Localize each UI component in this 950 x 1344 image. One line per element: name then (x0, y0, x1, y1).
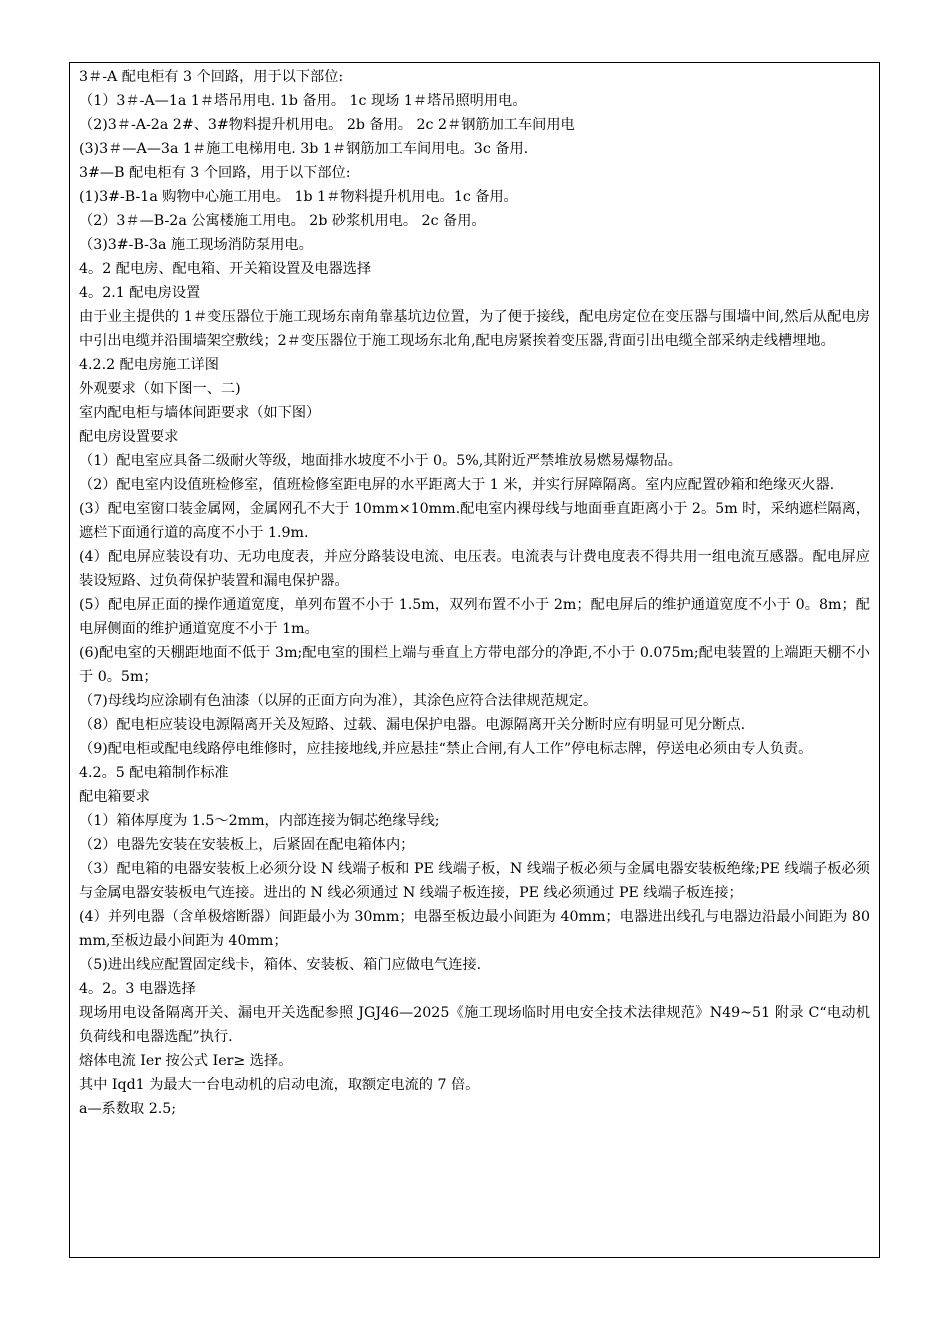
section-heading: 4。2。3 电器选择 (79, 981, 196, 997)
section-heading: 4。2.1 配电房设置 (79, 285, 201, 301)
paragraph: (5）配电屏正面的操作通道宽度，单列布置不小于 1.5m，双列布置不小于 2m；配电屏后的维护通道宽度不小于 0。8m；配电屏侧面的维护通道宽度不小于 1m。 (79, 597, 870, 637)
paragraph: (3)3＃—A—3a 1＃施工电梯用电. 3b 1＃钢筋加工车间用电。3c 备用. (79, 141, 529, 157)
paragraph: （5)进出线应配置固定线卡，箱体、安装板、箱门应做电气连接. (79, 957, 482, 973)
paragraph: 外观要求（如下图一、二) (79, 381, 241, 397)
paragraph: 配电箱要求 (79, 789, 150, 805)
paragraph: (4）并列电器（含单极熔断器）间距最小为 30mm；电器至板边最小间距为 40mm；电器进出线孔与电器边沿最小间距为 80mm,至板边最小间距为 40mm； (79, 909, 870, 949)
paragraph: （2）配电室内设值班检修室，值班检修室距电屏的水平距离大于 1 米，并实行屏障隔离。室内应配置砂箱和绝缘灭火器. (79, 477, 835, 493)
paragraph: 现场用电设备隔离开关、漏电开关选配参照 JGJ46—2025《施工现场临时用电安全技术法律规范》N49~51 附录 C“电动机负荷线和电器选配”执行. (79, 1005, 870, 1045)
paragraph: （3）配电箱的电器安装板上必须分设 N 线端子板和 PE 线端子板，N 线端子板必须与金属电器安装板绝缘;PE 线端子板必须与金属电器安装板电气连接。进出的 N 线必须通过 N 线端子板连接，PE 线必须通过 PE 线端子板连接； (79, 861, 870, 901)
paragraph: （8）配电柜应装设电源隔离开关及短路、过载、漏电保护电器。电源隔离开关分断时应有明显可见分断点. (79, 717, 746, 733)
paragraph: 室内配电柜与墙体间距要求（如下图） (79, 405, 321, 421)
paragraph: （7)母线均应涂刷有色油漆（以屏的正面方向为准），其涂色应符合法律规范规定。 (79, 693, 598, 709)
document-frame (69, 62, 880, 1258)
paragraph: 熔体电流 Ier 按公式 Ier≥ 选择。 (79, 1053, 293, 1069)
paragraph: （3)3#-B-3a 施工现场消防泵用电。 (79, 237, 313, 253)
paragraph: 配电房设置要求 (79, 429, 179, 445)
paragraph: (4）配电屏应装设有功、无功电度表，并应分路装设电流、电压表。电流表与计费电度表不得共用一组电流互感器。配电屏应装设短路、过负荷保护装置和漏电保护器。 (79, 549, 870, 589)
paragraph: （2)3＃-A-2a 2#、3#物料提升机用电。 2b 备用。 2c 2＃钢筋加工车间用电 (79, 117, 575, 133)
paragraph: （1）3＃-A—1a 1＃塔吊用电. 1b 备用。 1c 现场 1＃塔吊照明用电。 (79, 93, 527, 109)
paragraph: 3＃-A 配电柜有 3 个回路，用于以下部位: (79, 69, 344, 85)
paragraph: （1）箱体厚度为 1.5～2mm，内部连接为铜芯绝缘导线; (79, 813, 440, 829)
paragraph: （9)配电柜或配电线路停电维修时，应挂接地线,并应悬挂“禁止合闸,有人工作”停电标志牌，停送电必须由专人负责。 (79, 741, 813, 757)
paragraph: 其中 Iqd1 为最大一台电动机的启动电流，取额定电流的 7 倍。 (79, 1077, 480, 1093)
section-heading: 4。2 配电房、配电箱、开关箱设置及电器选择 (79, 261, 372, 277)
paragraph: 3#—B 配电柜有 3 个回路，用于以下部位: (79, 165, 351, 181)
paragraph: （2）电器先安装在安装板上，后紧固在配电箱体内； (79, 837, 415, 853)
paragraph: (6)配电室的天棚距地面不低于 3m;配电室的围栏上端与垂直上方带电部分的净距,不小于 0.075m;配电装置的上端距天棚不小于 0。5m； (79, 645, 870, 685)
paragraph: a—系数取 2.5; (79, 1101, 177, 1117)
paragraph: 由于业主提供的 1＃变压器位于施工现场东南角靠基坑边位置，为了便于接线，配电房定位在变压器与围墙中间,然后从配电房中引出电缆并沿围墙架空敷线；2＃变压器位于施工现场东北角,配电房紧挨着变压器,背面引出电缆全部采纳走线槽埋地。 (79, 309, 870, 349)
paragraph: （1）配电室应具备二级耐火等级，地面排水坡度不小于 0。5%,其附近严禁堆放易燃易爆物品。 (79, 453, 682, 469)
paragraph: （2）3＃—B-2a 公寓楼施工用电。 2b 砂浆机用电。 2c 备用。 (79, 213, 486, 229)
section-heading: 4.2.2 配电房施工详图 (79, 357, 219, 373)
paragraph: (3）配电室窗口装金属网，金属网孔不大于 10mm×10mm.配电室内裸母线与地面垂直距离小于 2。5m 时，采纳遮栏隔离，遮栏下面通行道的高度不小于 1.9m. (79, 501, 870, 541)
section-heading: 4.2。5 配电箱制作标准 (79, 765, 229, 781)
paragraph: (1)3#-B-1a 购物中心施工用电。 1b 1＃物料提升机用电。1c 备用。 (79, 189, 518, 205)
